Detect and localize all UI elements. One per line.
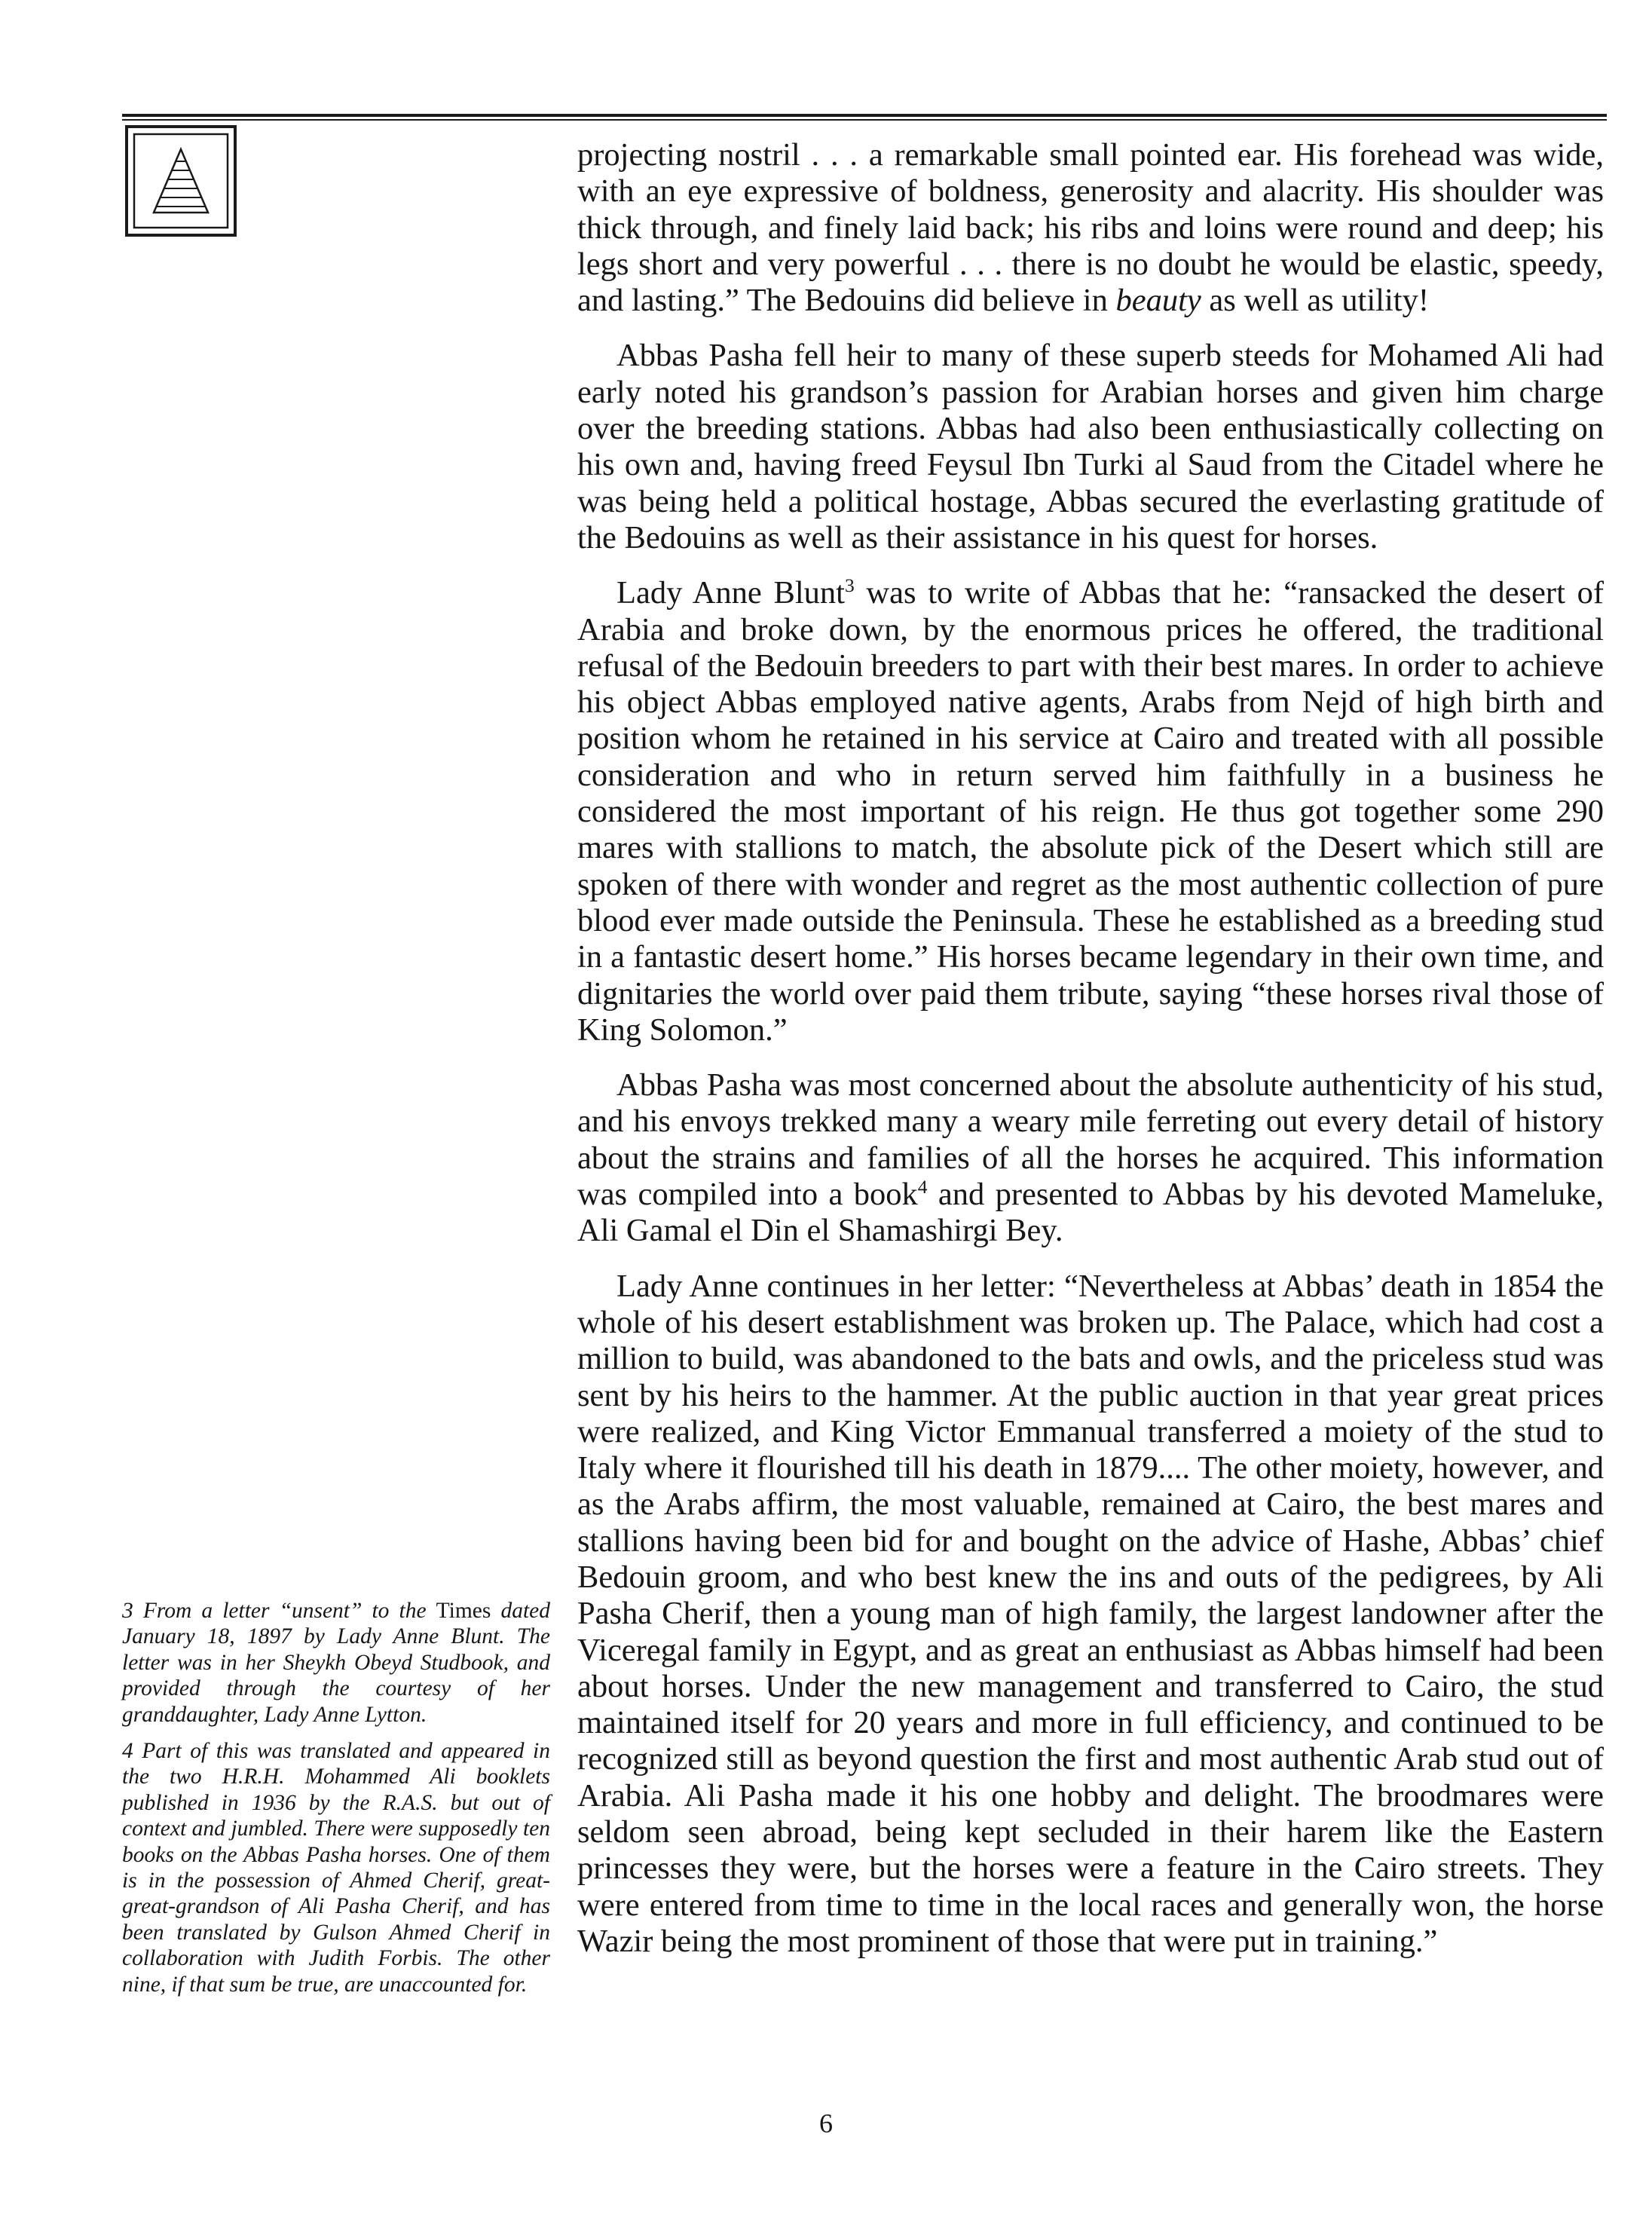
paragraph-3 xyxy=(577,575,1604,1048)
main-text-column xyxy=(577,137,1604,1979)
footnote-3 xyxy=(122,1598,550,1728)
paragraph-1-text-b: as well as utility! xyxy=(1201,283,1429,319)
footnote-3-publication: Times xyxy=(436,1599,491,1623)
paragraph-1-text-a: projecting nostril . . . a remarkable small pointed ear. His forehead was wide, with an eye expressive of boldness, generosity and alacrity. His shoulder was thick through, and finely laid back; his ribs and loins were round and deep; his legs short and very powerful . . . there is no doubt he would be elastic, speedy, and lasting.” The Bedouins did believe in xyxy=(577,137,1604,319)
footnote-3-text-b: dated January 18, 1897 by Lady Anne Blunt. The letter was in her Sheykh Obeyd Studbook, and provided through the courtesy of her granddaughter, Lady Anne Lytton. xyxy=(122,1599,550,1727)
paragraph-3-text-a: Lady Anne Blunt xyxy=(616,575,845,611)
paragraph-4-text-b: and presented to Abbas by his devoted Mameluke, Ali Gamal el Din el Shamashirgi Bey. xyxy=(577,1177,1604,1249)
header-rule-thin xyxy=(122,119,1607,121)
paragraph-5: Lady Anne continues in her letter: “Nevertheless at Abbas’ death in 1854 the whole of his desert establishment was broken up. The Palace, which had cost a million to build, was abandoned to the bats and owls, and the priceless stud was sent by his heirs to the hammer. At the public auction in that year great prices were realized, and King Victor Emmanual transferred a moiety of the stud to Italy where it flourished till his death in 1879.... The other moiety, however, and as the Arabs affirm, the most valuable, remained at Cairo, the best mares and stallions having been bid for and bought on the advice of Hashe, Abbas’ chief Bedouin groom, and who best knew the ins and outs of the pedigrees, by Ali Pasha Cherif, then a young man of high family, the largest landowner after the Viceregal family in Egypt, and as great an enthusiast as Abbas himself had been about horses. Under the new management and transferred to Cairo, the stud maintained itself for 20 years and more in full efficiency, and continued to be recognized still as beyond question the first and most authentic Arab stud out of Arabia. Ali Pasha made it his one hobby and delight. The broodmares were seldom seen abroad, being kept secluded in their harem like the Eastern princesses they were, but the horses were a feature in the Cairo streets. They were entered from time to time in the local races and generally won, the horse Wazir being the most prominent of those that were put in training.” xyxy=(577,1268,1604,1959)
paragraph-4-text-a: Abbas Pasha was most concerned about the absolute authenticity of his stud, and his envoys trekked many a weary mile ferreting out every detail of history about the strains and families of all the horses he acquired. This information was compiled into a book xyxy=(577,1067,1604,1213)
page-number: 6 xyxy=(819,2108,833,2138)
footnote-3-text-a: 3 From a letter “unsent” to the xyxy=(122,1599,436,1623)
header-rule xyxy=(122,114,1607,117)
footnote-ref-3: 3 xyxy=(844,574,855,597)
footnote-4: 4 Part of this was translated and appeared in the two H.R.H. Mohammed Ali booklets published in 1936 by the R.A.S. but out of context and jumbled. There were supposedly ten books on the Abbas Pasha horses. One of them is in the possession of Ahmed Cherif, great-great-grandson of Ali Pasha Cherif, and has been translated by Gulson Ahmed Cherif in collaboration with Judith Forbis. The other nine, if that sum be true, are unaccounted for. xyxy=(122,1739,550,1997)
paragraph-3-text-b: was to write of Abbas that he: “ransacked the desert of Arabia and broke down, by the enormous prices he offered, the traditional refusal of the Bedouin breeders to part with their best mares. In order to achieve his object Abbas employed native agents, Arabs from Nejd of high birth and position whom he retained in his service at Cairo and treated with all possible consideration and who in return served him faithfully in a business he considered the most important of his reign. He thus got together some 290 mares with stallions to match, the absolute pick of the Desert which still are spoken of there with wonder and regret as the most authentic collection of pure blood ever made outside the Peninsula. These he established as a breeding stud in a fantastic desert home.” His horses became legendary in their own time, and dignitaries the world over paid them tribute, saying “these horses rival those of King Solomon.” xyxy=(577,575,1605,1048)
paragraph-1 xyxy=(577,137,1604,319)
pyramid-logo-icon xyxy=(125,125,237,237)
paragraph-1-emphasis: beauty xyxy=(1115,283,1201,319)
paragraph-4 xyxy=(577,1067,1604,1249)
footnotes-column xyxy=(122,1598,550,2008)
footnote-ref-4: 4 xyxy=(917,1175,928,1198)
paragraph-2: Abbas Pasha fell heir to many of these superb steeds for Mohamed Ali had early noted his grandson’s passion for Arabian horses and given him charge over the breeding stations. Abbas had also been enthusiastically collecting on his own and, having freed Feysul Ibn Turki al Saud from the Citadel where he was being held a political hostage, Abbas secured the everlasting gratitude of the Bedouins as well as their assistance in his quest for horses. xyxy=(577,338,1604,556)
